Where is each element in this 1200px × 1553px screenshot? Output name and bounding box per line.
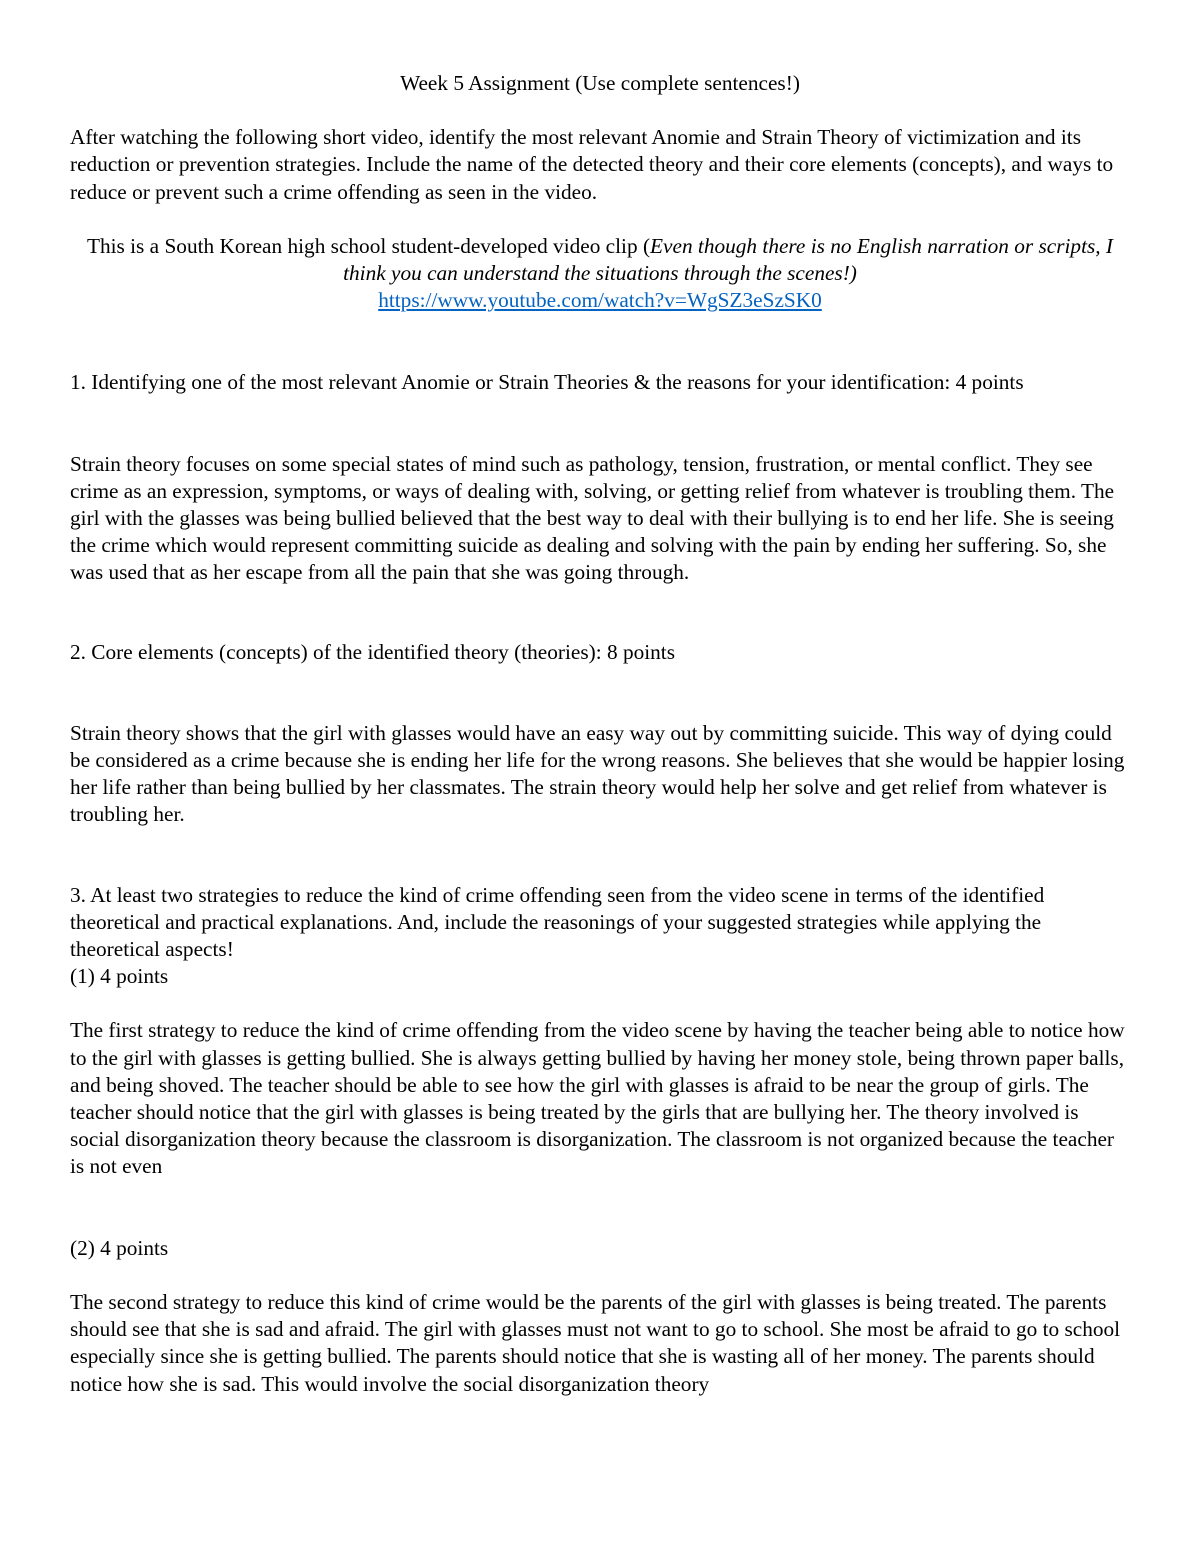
- video-note-block: [70, 233, 1130, 315]
- video-note: [70, 233, 1130, 287]
- answer-1: Strain theory focuses on some special states of mind such as pathology, tension, frustration, or mental conflict. They see crime as an expression, symptoms, or ways of dealing with, solving, or getting relief from whatever is troubling them. The girl with the glasses was being bullied believed that the best way to deal with their bullying is to end her life. She is seeing the crime which would represent committing suicide as dealing and solving with the pain by ending her suffering. So, she was used that as her escape from all the pain that she was going through.: [70, 451, 1115, 585]
- video-note-plain: This is a South Korean high school student-developed video clip (: [86, 233, 651, 258]
- question-3-part-2: (2) 4 points: [70, 1235, 169, 1260]
- instructions-paragraph: After watching the following short video, identify the most relevant Anomie and Strain Theory of victimization and its reduction or prevention strategies. Include the name of the detected theory and their core elements (concepts), and ways to reduce or prevent such a crime offending as seen in the video.: [70, 125, 1114, 204]
- question-2: 2. Core elements (concepts) of the identified theory (theories): 8 points: [70, 639, 676, 664]
- video-link[interactable]: https://www.youtube.com/watch?v=WgSZ3eSzSK0: [378, 288, 822, 313]
- answer-2: Strain theory shows that the girl with glasses would have an easy way out by committing suicide. This way of dying could be considered as a crime because she is ending her life for the wrong reasons. She believes that she would be happier losing her life rather than being bullied by her classmates. The strain theory would help her solve and get relief from whatever is troubling her.: [70, 720, 1125, 827]
- document-page: [70, 70, 1130, 1398]
- question-1: 1. Identifying one of the most relevant Anomie or Strain Theories & the reasons for your identification: 4 points: [70, 370, 1024, 395]
- answer-3-part-1: The first strategy to reduce the kind of crime offending from the video scene by having the teacher being able to notice how to the girl with glasses is getting bullied. She is always getting bullied by having her money stole, being thrown paper balls, and being shoved. The teacher should be able to see how the girl with glasses is afraid to be near the group of girls. The teacher should notice that the girl with glasses is being treated by the girls that are bullying her. The theory involved is social disorganization theory because the classroom is disorganization. The classroom is not organized because the teacher is not even: [70, 1018, 1125, 1179]
- question-3-part-1: (1) 4 points: [70, 964, 169, 989]
- question-3: 3. At least two strategies to reduce the kind of crime offending seen from the video scene in terms of the identified theoretical and practical explanations. And, include the reasonings of your suggested strategies while applying the theoretical aspects!: [70, 882, 1045, 962]
- answer-3-part-2: The second strategy to reduce this kind of crime would be the parents of the girl with glasses is being treated. The parents should see that she is sad and afraid. The girl with glasses must not want to go to school. She most be afraid to go to school especially since she is getting bullied. The parents should notice that she is wasting all of her money. The parents should notice how she is sad. This would involve the social disorganization theory: [70, 1289, 1121, 1396]
- assignment-title: Week 5 Assignment (Use complete sentences!): [400, 71, 800, 95]
- video-note-italic: Even though there is no English narration or scripts, I think you can understand the situations through the scenes!): [343, 233, 1114, 286]
